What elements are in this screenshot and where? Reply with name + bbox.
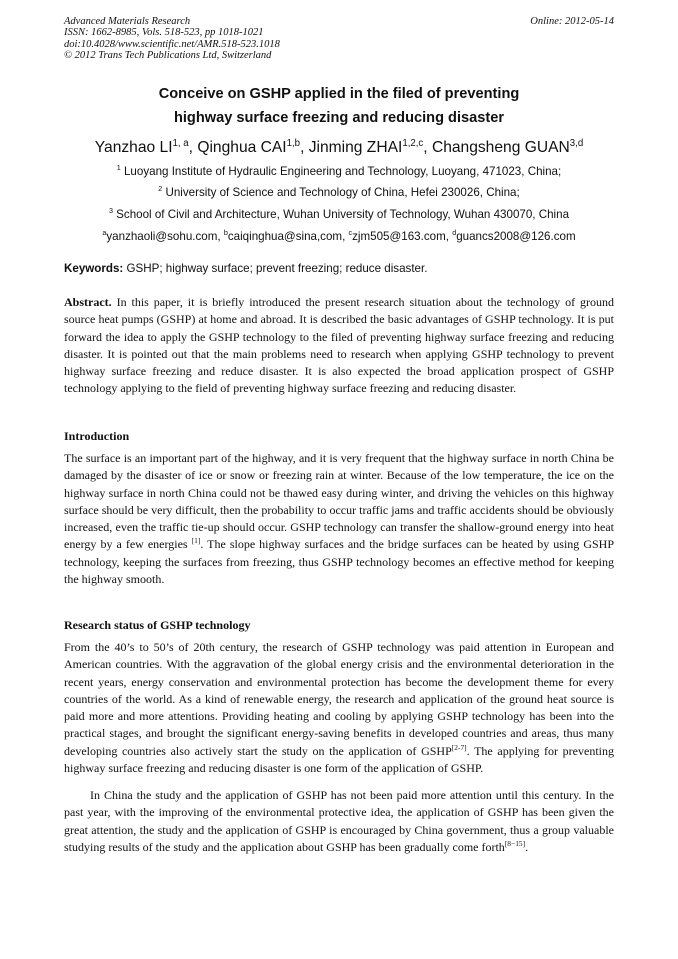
- research-paragraph-2: In China the study and the application of GSHP has not been paid more attention until this century. In the past year, with the improving of the environmental protective idea, the application of GSHP has been given the great attention, the study and the application of GSHP is encouraged by China government, thus a group valuable studying results of the study and the application about GSHP has been gradually come forth[8−15].: [64, 788, 614, 854]
- affiliation-2: $^2$ University of Science and Technology of China, Hefei 230026, China;: [158, 184, 520, 199]
- research-paragraph-1: From the 40’s to 50’s of 20th century, the research of GSHP technology was paid attention in European and American countries. With the aggravation of the global energy crisis and the environmental deterioration in the recent years, energy conservation and environmental protection has become the development theme for every countries of the world. As a kind of renewable energy, the research and application of the ground heat source is paid more and more attentions. Providing heating and cooling by applying GSHP technology has been into the practical stages, and brought the significant energy-saving benefits in developed countries and areas, thus many developing countries also actively start the study on the application of GSHP[2-7]. The applying for preventing highway surface freezing and reducing disaster is one form of the application of GSHP.: [64, 640, 614, 776]
- author: Qinghua CAI$^{1,b}$,: [197, 137, 309, 156]
- author: Yanzhao LI$^{1, a}$,: [94, 137, 198, 156]
- abstract: [64, 294, 614, 398]
- copyright-line: © 2012 Trans Tech Publications Ltd, Switzerland: [64, 50, 272, 62]
- doi-line: doi:10.4028/www.scientific.net/AMR.518-523.1018: [64, 38, 280, 50]
- title-line-1: Conceive on GSHP applied in the filed of preventing: [158, 86, 520, 102]
- citation: [8−15]: [504, 838, 526, 848]
- affiliation-3: $^3$ School of Civil and Architecture, Wuhan University of Technology, Wuhan 430070, China: [108, 206, 570, 221]
- keywords-text: GSHP; highway surface; prevent freezing; reduce disaster.: [123, 262, 428, 275]
- affiliation-1: $^1$ Luoyang Institute of Hydraulic Engineering and Technology, Luoyang, 471023, China;: [116, 163, 562, 178]
- introduction-heading: Introduction: [64, 429, 130, 443]
- introduction-paragraph: The surface is an important part of the highway, and it is very frequent that the highway surface in north China be damaged by the disaster of ice or snow or freezing rain at winter. Because of the low temperature, the ice on the highway surface in north China could not be thawed easy during winter, and driving the vehicles on this highway surface should be very difficult, then the probability to occur traffic jams and traffic accidents should be obviously increased, even the traffic tie-up should occur. GSHP technology can transfer the shallow-ground energy into heat energy by a few energies [1]. The slope highway surfaces and the bridge surfaces can be heated by using GSHP technology, keeping the surfaces from freezing, thus GSHP technology becomes an effective method for keeping the highway smooth.: [64, 451, 614, 587]
- author: Jinming ZHAI$^{1,2,c}$,: [308, 137, 432, 156]
- research-heading: Research status of GSHP technology: [64, 618, 251, 632]
- journal-header: [64, 16, 280, 62]
- keywords: [64, 262, 624, 275]
- abstract-label: Abstract.: [64, 295, 112, 309]
- journal-name: Advanced Materials Research: [64, 16, 191, 27]
- abstract-text: In this paper, it is briefly introduced the present research situation about the technology of ground source heat pumps (GSHP) at home and abroad. It is described the basic advantages of GSHP technology. It is put forward the idea to apply the GSHP technology to the filed of preventing highway surface freezing and reducing disaster. It is pointed out that the main problems need to research when applying GSHP technology to prevent highway surface freezing and reduce disaster. It is also expected the broad application prospect of GSHP technology applying to the field of preventing highway surface freezing and reducing disaster.: [64, 295, 614, 396]
- author: Changsheng GUAN$^{3,d}$: [431, 137, 584, 156]
- online-date: Online: 2012-05-14: [530, 16, 614, 27]
- keywords-label: Keywords:: [64, 262, 124, 275]
- author-list: [64, 138, 614, 158]
- paper-title: [64, 82, 614, 130]
- citation: [2-7]: [451, 742, 467, 752]
- email-list: $^a$yanzhaoli@sohu.com, $^b$caiqinghua@sina,com, $^c$zjm505@163.com, $^d$guancs2008@126.com: [102, 228, 576, 243]
- citation: [1]: [191, 536, 201, 546]
- title-line-2: highway surface freezing and reducing disaster: [173, 110, 505, 126]
- issn-line: ISSN: 1662-8985, Vols. 518-523, pp 1018-1021: [64, 27, 264, 39]
